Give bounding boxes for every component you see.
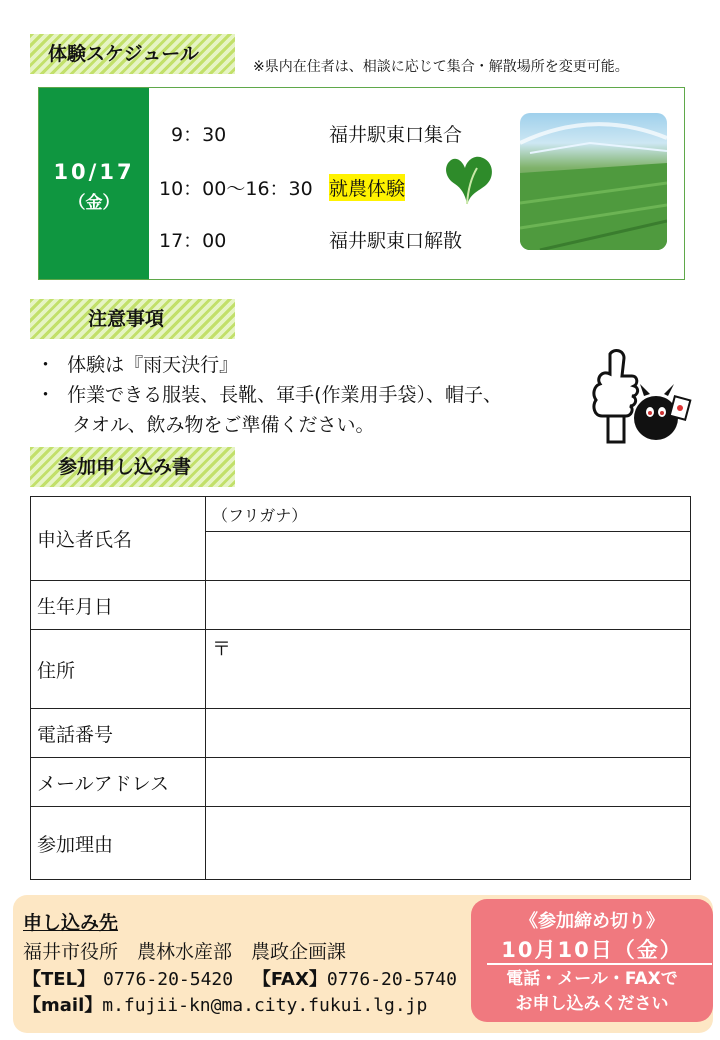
schedule-heading-bar [30,34,235,74]
label-address: 住所 [31,630,206,709]
deadline-underline [487,963,712,965]
furigana-field[interactable] [206,497,691,532]
deadline-title: 《参加締め切り》 [520,911,664,932]
spinach-icon [441,154,497,206]
fax-label: 【FAX】 [252,969,327,990]
label-email: メールアドレス [31,758,206,807]
address-field[interactable] [206,630,691,709]
mail-label: 【mail】 [23,995,103,1016]
date-panel [39,88,149,279]
contact-org: 福井市役所 農林水産部 農政企画課 [23,941,347,963]
label-reason: 参加理由 [31,807,206,880]
note-text: 体験は『雨天決行』 [67,354,239,376]
schedule-event-1: 福井駅東口集合 [329,124,463,146]
schedule-heading: 体験スケジュール [48,43,199,65]
contact-mail-line [23,991,427,1017]
label-name: 申込者氏名 [31,497,206,581]
bullet: ・ [36,354,56,376]
schedule-date: 10/17 [53,160,135,184]
mail-address: m.fujii-kn@ma.city.fukui.lg.jp [102,995,428,1016]
phone-field[interactable] [206,709,691,758]
note-text: タオル、飲み物をご準備ください。 [72,414,375,436]
schedule-time-1: 9：30 [171,124,227,146]
reason-field[interactable] [206,807,691,880]
birthdate-field[interactable] [206,581,691,630]
deadline-instructions [471,967,713,1017]
note-item [36,380,502,410]
fax-number: 0776-20-5740 [326,969,457,990]
form-heading: 参加申し込み書 [58,456,192,478]
schedule-note: ※県内在住者は、相談に応じて集合・解散場所を変更可能。 [253,59,629,75]
tel-number: 0776-20-5420 [103,969,234,990]
greenhouse-photo [520,113,667,250]
thumbs-up-mascot-icon [588,346,693,448]
notes-heading-bar [30,299,235,339]
email-field[interactable] [206,758,691,807]
label-phone: 電話番号 [31,709,206,758]
note-item [36,410,502,440]
schedule-weekday: （金） [68,193,120,213]
deadline-line-1: 電話・メール・FAXで [506,969,678,989]
notes-list [36,350,502,440]
furigana-label: （フリガナ） [212,505,308,525]
contact-title: 申し込み先 [23,912,119,934]
deadline-line-2: お申し込みください [515,994,669,1014]
schedule-event-3: 福井駅東口解散 [329,230,463,252]
note-text: 作業できる服装、長靴、軍手(作業用手袋）、帽子、 [67,384,503,406]
schedule-time-3: 17：00 [159,230,227,252]
bullet: ・ [36,384,56,406]
schedule-time-2: 10：00～16：30 [159,178,313,200]
label-birthdate: 生年月日 [31,581,206,630]
note-item [36,350,502,380]
form-heading-bar [30,447,235,487]
notes-heading: 注意事項 [88,308,165,330]
application-form [30,496,691,880]
deadline-box [471,899,713,1022]
contact-tel-line [23,965,457,991]
postal-mark: 〒 [212,638,232,660]
name-field[interactable] [206,532,691,581]
tel-label: 【TEL】 [23,969,96,990]
schedule-event-2: 就農体験 [329,174,405,201]
deadline-date: 10月10日（金） [501,938,683,962]
